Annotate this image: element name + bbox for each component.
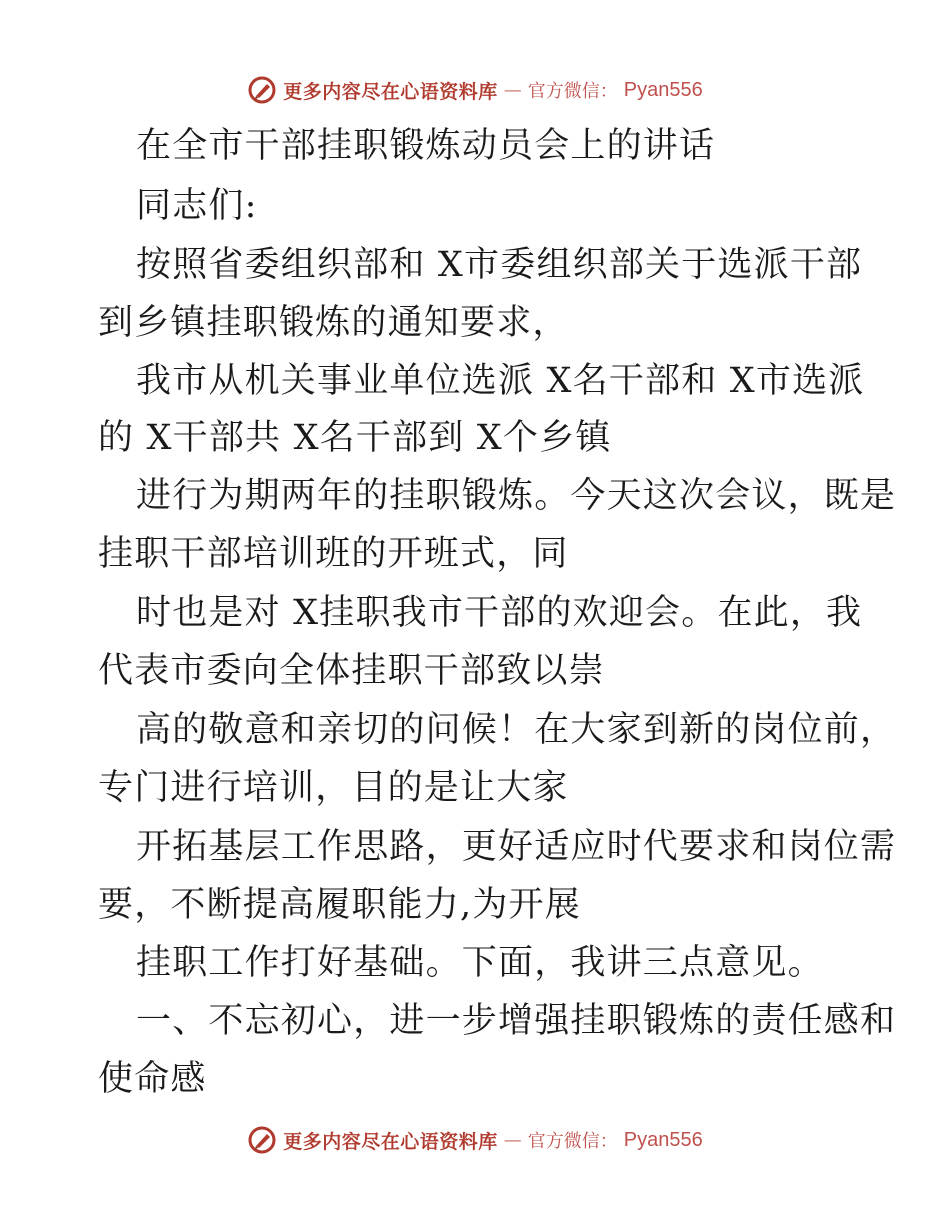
salutation: 同志们: bbox=[136, 186, 258, 226]
pen-circle-logo-icon bbox=[247, 75, 277, 105]
paragraph-line: 我市从机关事业单位选派 X名干部和 X市选派 bbox=[136, 361, 865, 401]
header-watermark-banner bbox=[0, 70, 950, 110]
paragraph-line: 时也是对 X挂职我市干部的欢迎会。在此，我 bbox=[136, 593, 863, 633]
paragraph-line: 挂职工作打好基础。下面，我讲三点意见。 bbox=[136, 943, 824, 983]
banner-text: 更多内容尽在心语资料库 bbox=[283, 1130, 498, 1153]
banner-dash: — bbox=[503, 1129, 522, 1151]
paragraph-line: 挂职干部培训班的开班式，同 bbox=[98, 534, 569, 574]
paragraph-line: 到乡镇挂职锻炼的通知要求， bbox=[98, 303, 569, 343]
section-heading: 一、不忘初心，进一步增强挂职锻炼的责任感和 bbox=[136, 1001, 897, 1041]
section-heading-continuation: 使命感 bbox=[98, 1059, 207, 1099]
banner-dash: — bbox=[503, 79, 522, 101]
banner-wechat-label: 官方微信： bbox=[527, 1131, 618, 1152]
paragraph-line: 开拓基层工作思路，更好适应时代要求和岗位需 bbox=[136, 827, 897, 867]
banner-wechat-label: 官方微信： bbox=[527, 81, 618, 102]
paragraph-line: 专门进行培训，目的是让大家 bbox=[98, 768, 569, 808]
paragraph-line: 要，不断提高履职能力,为开展 bbox=[98, 885, 581, 925]
document-title: 在全市干部挂职锻炼动员会上的讲话 bbox=[136, 126, 716, 166]
banner-text: 更多内容尽在心语资料库 bbox=[283, 80, 498, 103]
paragraph-line: 按照省委组织部和 X市委组织部关于选派干部 bbox=[136, 245, 863, 285]
pen-circle-logo-icon bbox=[247, 1125, 277, 1155]
paragraph-line: 的 X干部共 X名干部到 X个乡镇 bbox=[98, 418, 612, 458]
paragraph-line: 代表市委向全体挂职干部致以崇 bbox=[98, 651, 605, 691]
footer-watermark-banner bbox=[0, 1120, 950, 1160]
banner-wechat-id: Pyan556 bbox=[623, 1128, 703, 1151]
banner-wechat-id: Pyan556 bbox=[623, 78, 703, 101]
paragraph-line: 高的敬意和亲切的问候！在大家到新的岗位前， bbox=[136, 710, 897, 750]
paragraph-line: 进行为期两年的挂职锻炼。今天这次会议，既是 bbox=[136, 476, 897, 516]
